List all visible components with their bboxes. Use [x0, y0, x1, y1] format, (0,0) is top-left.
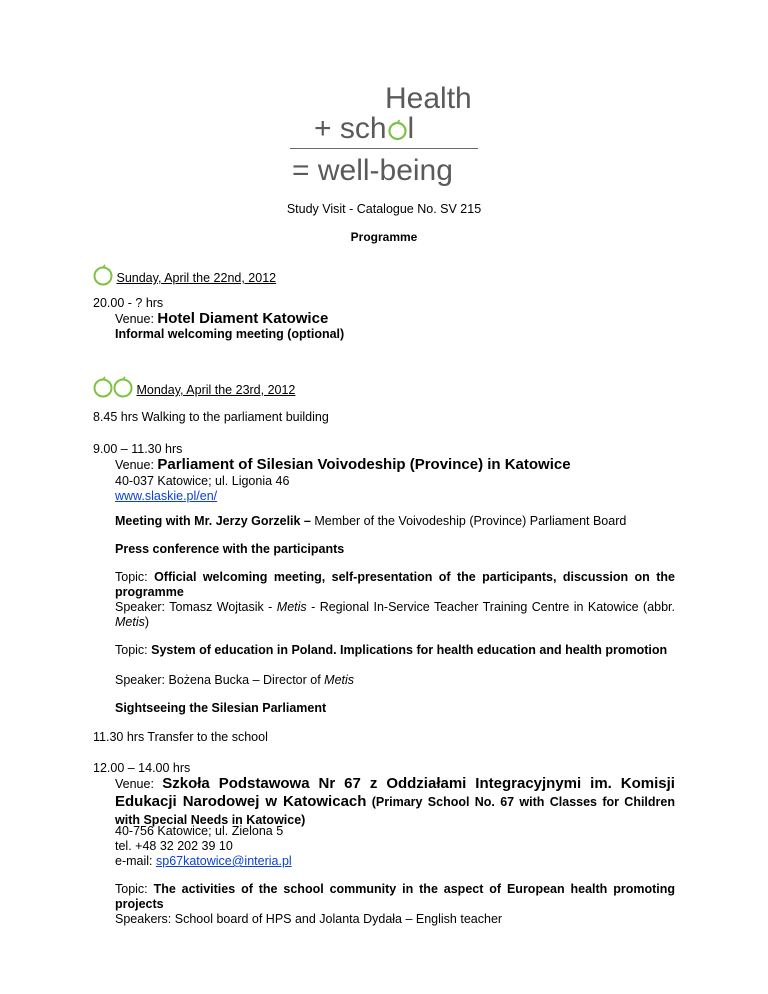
- venue1: Venue: Parliament of Silesian Voivodeship (Province) in Katowice: [115, 456, 571, 473]
- venue2-address: 40-756 Katowice; ul. Zielona 5: [115, 824, 284, 838]
- apple-icon: [93, 264, 113, 286]
- apple-icon: [93, 376, 113, 398]
- meeting-item: Meeting with Mr. Jerzy Gorzelik – Member of the Voivodeship (Province) Parliament Board: [115, 514, 627, 528]
- day1-date: Sunday, April the 22nd, 2012: [116, 271, 277, 285]
- day2-date: Monday, April the 23rd, 2012: [136, 383, 296, 397]
- sightseeing-item: Sightseeing the Silesian Parliament: [115, 701, 327, 715]
- venue2-tel: tel. +48 32 202 39 10: [115, 839, 233, 853]
- walk-item: 8.45 hrs Walking to the parliament building: [93, 410, 329, 424]
- logo-line-wellbeing: = well-being: [292, 154, 453, 187]
- venue2-email: e-mail: sp67katowice@interia.pl: [115, 854, 292, 868]
- speakers3: Speakers: School board of HPS and Jolanta Dydała – English teacher: [115, 912, 503, 926]
- day1-note: Informal welcoming meeting (optional): [115, 327, 345, 341]
- press-item: Press conference with the participants: [115, 542, 345, 556]
- topic2: Topic: System of education in Poland. Implications for health education and health promotion: [115, 643, 668, 657]
- day1-venue: Venue: Hotel Diament Katowice: [115, 310, 329, 327]
- logo-divider: [290, 148, 478, 149]
- subtitle: Study Visit - Catalogue No. SV 215: [286, 202, 482, 216]
- email-link[interactable]: sp67katowice@interia.pl: [156, 854, 292, 868]
- venue2: Venue: Szkoła Podstawowa Nr 67 z Oddziałami Integracyjnymi im. Komisji Edukacji Narodowej w Katowicach (Primary School No. 67 with Classes for Children with Special Needs in Katowice): [115, 775, 675, 827]
- speaker2: Speaker: Bożena Bucka – Director of Metis: [115, 673, 355, 687]
- topic3: Topic: The activities of the school community in the aspect of European health promoting projects: [115, 882, 676, 911]
- day1-header: [93, 264, 276, 286]
- time-slot-2: 12.00 – 14.00 hrs: [93, 761, 191, 775]
- programme-heading: Programme: [350, 230, 418, 244]
- day1-time: 20.00 - ? hrs: [93, 296, 164, 310]
- time-slot-1: 9.00 – 11.30 hrs: [93, 442, 183, 456]
- logo-line-health: Health: [385, 82, 472, 115]
- apple-icon: [113, 376, 133, 398]
- logo-line-school: + sch l: [314, 112, 415, 145]
- venue1-link[interactable]: www.slaskie.pl/en/: [115, 489, 218, 503]
- topic1: Topic: Official welcoming meeting, self-presentation of the participants, discussion on the programme: [115, 570, 675, 599]
- venue1-address: 40-037 Katowice; ul. Ligonia 46: [115, 474, 290, 488]
- transfer-item: 11.30 hrs Transfer to the school: [93, 730, 268, 744]
- day2-header: [93, 376, 295, 398]
- apple-o-icon: [388, 119, 407, 141]
- speaker1: Speaker: Tomasz Wojtasik - Metis - Regional In-Service Teacher Training Centre in Katowice (abbr. Metis): [115, 600, 675, 629]
